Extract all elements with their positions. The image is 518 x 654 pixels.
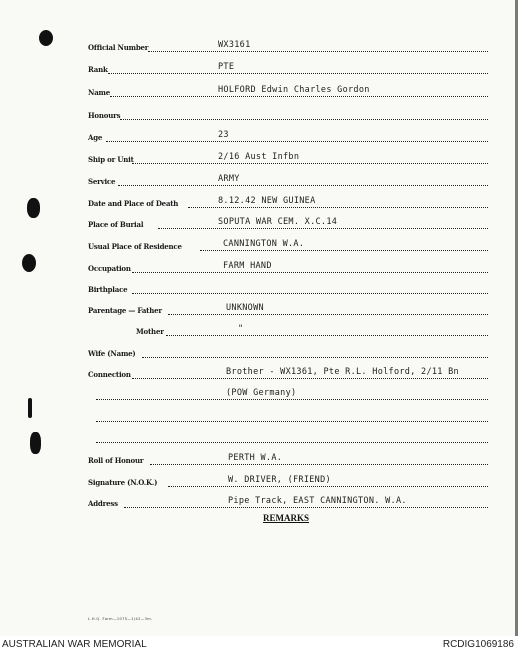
row-occupation: [88, 259, 488, 273]
label-honours: Honours: [88, 111, 121, 120]
label-address: Address: [88, 499, 118, 508]
value-occupation: FARM HAND: [223, 261, 272, 271]
row-age: [88, 128, 488, 142]
label-age: Age: [88, 133, 103, 142]
value-signature: W. DRIVER, (FRIEND): [228, 475, 331, 485]
value-address: Pipe Track, EAST CANNINGTON. W.A.: [228, 496, 407, 506]
row-official-number: [88, 38, 488, 52]
label-birthplace: Birthplace: [88, 285, 128, 294]
value-service: ARMY: [218, 174, 240, 184]
label-place-of-burial: Place of Burial: [88, 220, 144, 229]
punch-hole-upper: [27, 198, 40, 218]
value-ship-or-unit: 2/16 Aust Infbn: [218, 152, 300, 162]
row-connection-4: [88, 429, 488, 443]
value-parentage-mother: ": [238, 324, 244, 334]
remarks-heading: REMARKS: [263, 513, 310, 523]
label-date-place-of-death: Date and Place of Death: [88, 199, 179, 208]
value-roll-of-honour: PERTH W.A.: [228, 453, 283, 463]
row-birthplace: [88, 280, 488, 294]
value-age: 23: [218, 130, 229, 140]
row-date-place-of-death: [88, 194, 488, 208]
footer-record-id: RCDIG1069186: [442, 639, 514, 650]
punch-hole-top: [39, 30, 53, 46]
value-place-of-burial: SOPUTA WAR CEM. X.C.14: [218, 217, 338, 227]
label-ship-or-unit: Ship or Unit: [88, 155, 134, 164]
row-ship-or-unit: [88, 150, 488, 164]
label-parentage-mother: Mother: [136, 327, 164, 336]
value-connection: Brother - WX1361, Pte R.L. Holford, 2/11 Bn: [226, 367, 459, 377]
value-parentage-father: UNKNOWN: [226, 303, 264, 313]
row-signature: [88, 473, 488, 487]
value-connection-2: (POW Germany): [226, 388, 297, 398]
row-wife: [88, 344, 488, 358]
form-print-code: L.H.Q. Form—1075—1/42—3m.: [88, 617, 153, 621]
row-connection: [88, 365, 500, 379]
row-connection-3: [88, 408, 488, 422]
row-parentage-father: [88, 301, 488, 315]
label-wife: Wife (Name): [88, 349, 136, 358]
punch-hole-lower: [30, 432, 41, 454]
row-roll-of-honour: [88, 451, 488, 465]
row-place-of-burial: [88, 215, 488, 229]
footer-institution: AUSTRALIAN WAR MEMORIAL: [2, 639, 147, 650]
label-roll-of-honour: Roll of Honour: [88, 456, 144, 465]
row-rank: [88, 60, 488, 74]
label-rank: Rank: [88, 65, 108, 74]
row-address: [88, 494, 488, 508]
value-rank: PTE: [218, 62, 235, 72]
label-official-number: Official Number: [88, 43, 149, 52]
punch-mark-lower: [28, 398, 32, 418]
row-usual-residence: [88, 237, 488, 251]
label-signature: Signature (N.O.K.): [88, 478, 158, 487]
value-usual-residence: CANNINGTON W.A.: [223, 239, 305, 249]
value-date-place-of-death: 8.12.42 NEW GUINEA: [218, 196, 316, 206]
punch-hole-middle: [22, 254, 36, 272]
value-name: HOLFORD Edwin Charles Gordon: [218, 85, 370, 95]
row-honours: [88, 106, 488, 120]
label-parentage-father: Parentage — Father: [88, 306, 162, 315]
label-name: Name: [88, 88, 110, 97]
label-usual-residence: Usual Place of Residence: [88, 242, 182, 251]
label-connection: Connection: [88, 370, 131, 379]
row-connection-2: [88, 386, 488, 400]
row-parentage-mother: [88, 322, 488, 336]
row-service: [88, 172, 488, 186]
archive-footer: [0, 636, 518, 654]
row-name: [88, 83, 488, 97]
label-service: Service: [88, 177, 116, 186]
label-occupation: Occupation: [88, 264, 131, 273]
value-official-number: WX3161: [218, 40, 251, 50]
